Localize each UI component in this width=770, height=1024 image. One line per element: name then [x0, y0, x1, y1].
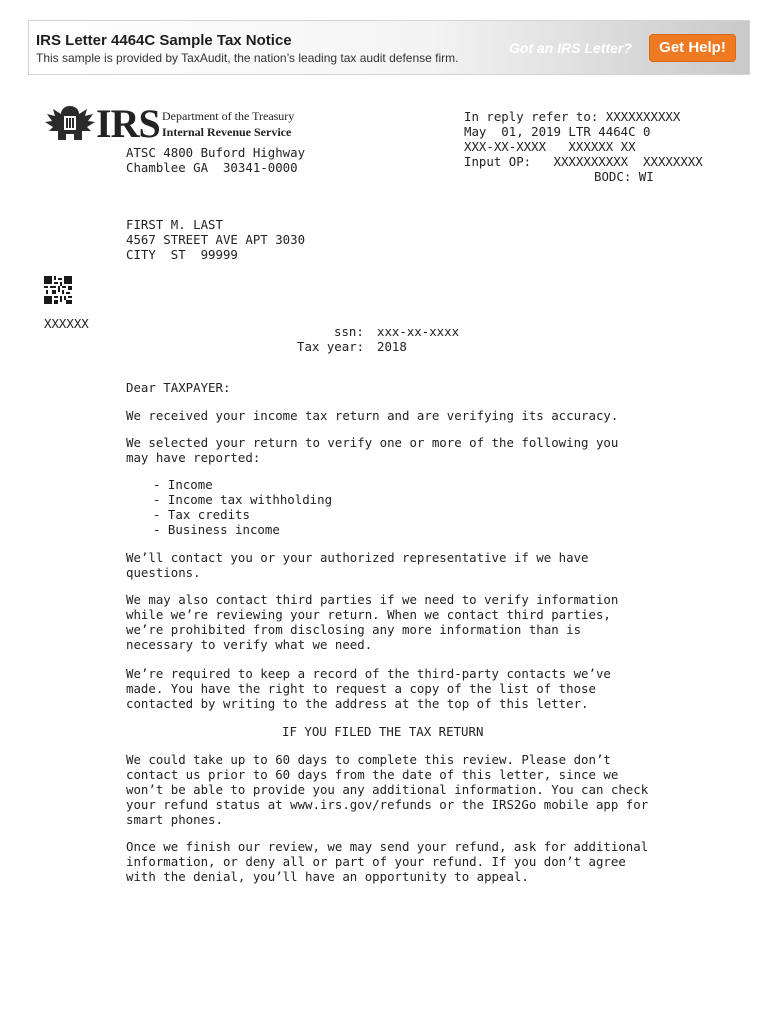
paragraph-line: information, or deny all or part of your refund. If you don’t agree	[126, 854, 626, 869]
paragraph-line: We may also contact third parties if we need to verify information	[126, 592, 619, 607]
list-item: - Tax credits	[153, 507, 250, 522]
recipient-street: 4567 STREET AVE APT 3030	[126, 232, 306, 247]
promo-banner	[28, 20, 750, 75]
ssn-value: xxx-xx-xxxx	[377, 324, 460, 339]
get-help-button[interactable]: Get Help!	[649, 34, 736, 62]
paragraph-line: while we’re reviewing your return. When we contact third parties,	[126, 607, 611, 622]
paragraph-line: smart phones.	[126, 812, 223, 827]
code-text: XXXXXX	[44, 316, 89, 331]
paragraph-line: We received your income tax return and are verifying its accuracy.	[126, 408, 619, 423]
dept-name: Department of the Treasury	[162, 109, 295, 123]
irs-address-line2: Chamblee GA 30341-0000	[126, 160, 298, 175]
reference-line: Input OP: XXXXXXXXXX XXXXXXXX	[464, 154, 703, 169]
list-item: - Business income	[153, 522, 280, 537]
irs-eagle-icon	[44, 104, 96, 144]
list-item: - Income tax withholding	[153, 492, 333, 507]
irs-logo-text: IRS	[96, 101, 160, 146]
paragraph-line: we’re prohibited from disclosing any more information than is	[126, 622, 582, 637]
ssn-label: ssn:	[334, 324, 364, 339]
paragraph-line: may have reported:	[126, 450, 261, 465]
barcode-icon	[44, 276, 72, 304]
paragraph-line: We selected your return to verify one or more of the following you	[126, 435, 619, 450]
salutation: Dear TAXPAYER:	[126, 380, 231, 395]
paragraph-line: We’ll contact you or your authorized representative if we have	[126, 550, 589, 565]
reference-line: May 01, 2019 LTR 4464C 0	[464, 124, 651, 139]
recipient-name: FIRST M. LAST	[126, 217, 223, 232]
reference-line: BODC: WI	[594, 169, 654, 184]
paragraph-line: contacted by writing to the address at the top of this letter.	[126, 696, 589, 711]
recipient-city: CITY ST 99999	[126, 247, 238, 262]
service-name: Internal Revenue Service	[162, 125, 292, 139]
section-heading: IF YOU FILED THE TAX RETURN	[282, 724, 484, 739]
paragraph-line: made. You have the right to request a copy of the list of those	[126, 681, 596, 696]
paragraph-line: with the denial, you’ll have an opportunity to appeal.	[126, 869, 529, 884]
list-item: - Income	[153, 477, 213, 492]
banner-question: Got an IRS Letter?	[509, 40, 632, 56]
paragraph-line: We could take up to 60 days to complete this review. Please don’t	[126, 752, 611, 767]
paragraph-line: We’re required to keep a record of the third-party contacts we’ve	[126, 666, 611, 681]
tax-year-value: 2018	[377, 339, 407, 354]
banner-title: IRS Letter 4464C Sample Tax Notice	[36, 32, 292, 49]
reference-line: In reply refer to: XXXXXXXXXX	[464, 109, 681, 124]
paragraph-line: won’t be able to provide you any additional information. You can check	[126, 782, 649, 797]
paragraph-line: Once we finish our review, we may send your refund, ask for additional	[126, 839, 649, 854]
paragraph-line: your refund status at www.irs.gov/refunds or the IRS2Go mobile app for	[126, 797, 649, 812]
paragraph-line: necessary to verify what we need.	[126, 637, 373, 652]
reference-line: XXX-XX-XXXX XXXXXX XX	[464, 139, 636, 154]
paragraph-line: questions.	[126, 565, 201, 580]
tax-year-label: Tax year:	[297, 339, 365, 354]
banner-subtitle: This sample is provided by TaxAudit, the nation’s leading tax audit defense firm.	[36, 51, 459, 65]
irs-address-line1: ATSC 4800 Buford Highway	[126, 145, 306, 160]
paragraph-line: contact us prior to 60 days from the date of this letter, since we	[126, 767, 619, 782]
